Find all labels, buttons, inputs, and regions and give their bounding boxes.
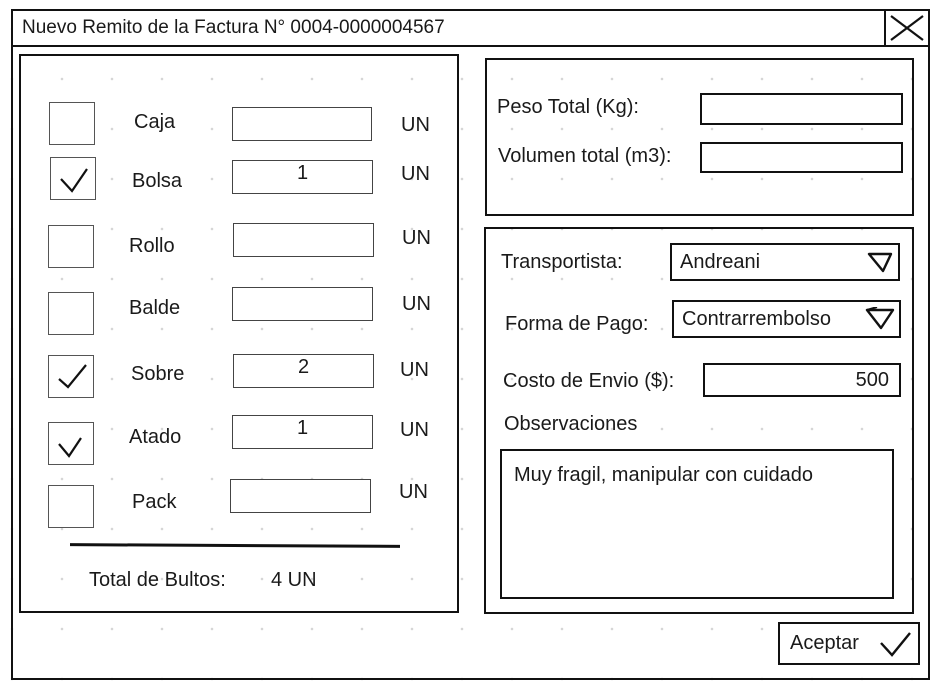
payment-selected-value: Contrarrembolso	[682, 307, 831, 330]
checkbox-balde[interactable]	[48, 292, 94, 335]
volume-label: Volumen total (m3):	[498, 145, 672, 167]
shipping-cost-input[interactable]	[703, 363, 901, 397]
close-x-icon	[887, 13, 927, 43]
total-label: Total de Bultos:	[89, 569, 226, 591]
label-rollo: Rollo	[129, 235, 175, 257]
accept-button[interactable]	[778, 622, 920, 665]
carrier-select[interactable]	[670, 243, 900, 281]
payment-label: Forma de Pago:	[505, 313, 649, 335]
label-bolsa: Bolsa	[132, 170, 183, 192]
payment-select[interactable]	[672, 300, 901, 338]
weight-input[interactable]	[700, 93, 903, 125]
dropdown-triangle-icon	[865, 307, 895, 331]
checkmark-icon	[53, 361, 89, 393]
measures-panel	[485, 58, 914, 216]
shipping-cost-label: Costo de Envio ($):	[503, 370, 675, 392]
label-caja: Caja	[134, 111, 176, 133]
quantity-input-bolsa[interactable]	[232, 160, 373, 194]
unit-rollo: UN	[402, 227, 431, 249]
dialog-title: Nuevo Remito de la Factura N° 0004-0000004567	[22, 17, 445, 38]
dropdown-triangle-icon	[866, 250, 894, 274]
checkbox-rollo[interactable]	[48, 225, 94, 268]
label-balde: Balde	[129, 297, 181, 319]
label-atado: Atado	[129, 426, 182, 448]
checkmark-icon	[53, 428, 89, 460]
checkbox-atado[interactable]	[48, 422, 94, 465]
checkbox-bolsa[interactable]	[50, 157, 96, 200]
quantity-input-balde[interactable]	[232, 287, 373, 321]
label-sobre: Sobre	[131, 363, 185, 385]
carrier-selected-value: Andreani	[680, 250, 761, 273]
unit-bolsa: UN	[401, 163, 430, 185]
notes-label: Observaciones	[504, 413, 638, 435]
volume-input[interactable]	[700, 142, 903, 173]
accept-label: Aceptar	[790, 632, 859, 654]
notes-textarea[interactable]	[500, 449, 894, 599]
quantity-input-caja[interactable]	[232, 107, 372, 141]
weight-label: Peso Total (Kg):	[497, 96, 639, 118]
checkmark-icon	[55, 163, 91, 195]
quantity-input-pack[interactable]	[230, 479, 371, 513]
label-pack: Pack	[132, 491, 177, 513]
total-value: 4 UN	[271, 569, 317, 591]
quantity-input-sobre[interactable]	[233, 354, 374, 388]
checkmark-icon	[878, 629, 912, 659]
unit-atado: UN	[400, 419, 429, 441]
unit-caja: UN	[401, 114, 430, 136]
unit-balde: UN	[402, 293, 431, 315]
quantity-input-rollo[interactable]	[233, 223, 374, 257]
checkbox-pack[interactable]	[48, 485, 94, 528]
checkbox-caja[interactable]	[49, 102, 95, 145]
checkbox-sobre[interactable]	[48, 355, 94, 398]
unit-sobre: UN	[400, 359, 429, 381]
carrier-label: Transportista:	[501, 251, 623, 273]
close-button[interactable]	[884, 9, 930, 47]
quantity-input-atado[interactable]	[232, 415, 373, 449]
unit-pack: UN	[399, 481, 428, 503]
